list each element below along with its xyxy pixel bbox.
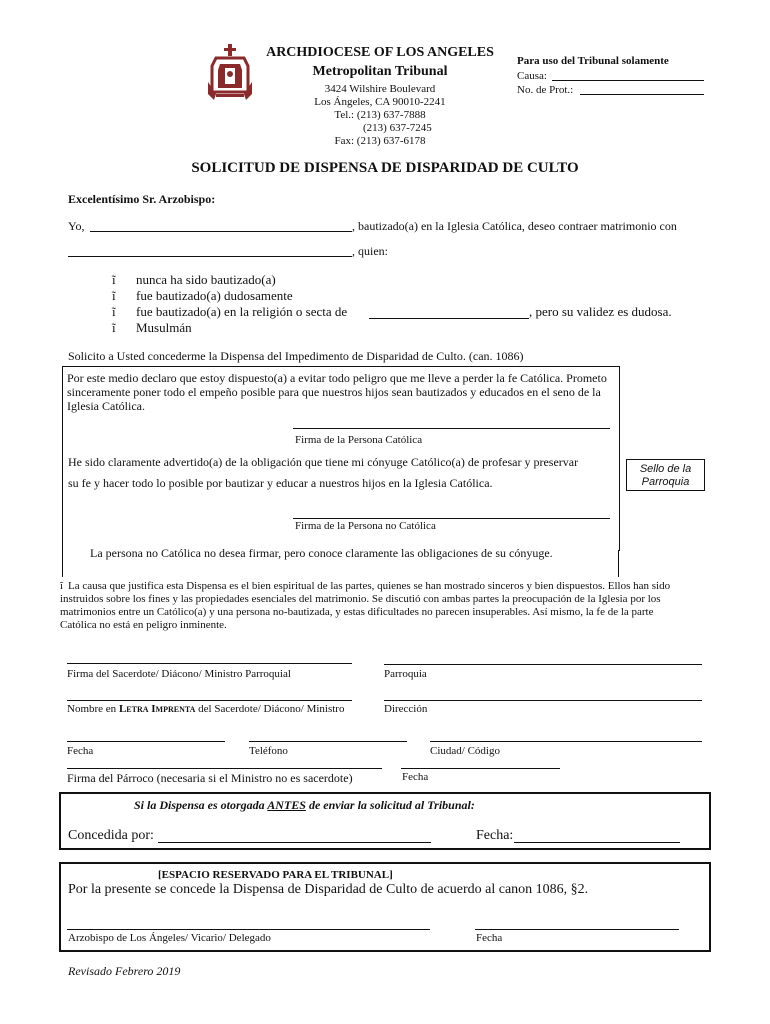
concedida-field[interactable] xyxy=(158,842,431,843)
option-label: fue bautizado(a) en la religión o secta de xyxy=(136,304,348,319)
seal-label-1: Sello de la xyxy=(639,463,692,475)
option-doubtful[interactable] xyxy=(112,288,293,304)
request-text: Solicito a Usted concederme la Dispensa del Impedimento de Disparidad de Culto. (can. 1086) xyxy=(68,349,524,363)
no-sign-statement: La persona no Católica no desea firmar, pero conoce claramente las obligaciones de su cónyuge. xyxy=(90,546,553,560)
option-label: Musulmán xyxy=(136,320,192,335)
parroco-fecha-label: Fecha xyxy=(402,771,429,783)
granted-heading-post: de enviar la solicitud al Tribunal: xyxy=(305,798,475,812)
reserved-fecha-label: Fecha xyxy=(476,932,503,944)
archdiocese-seal-icon xyxy=(208,44,256,100)
seal-label-2: Parroquia xyxy=(641,476,690,488)
fax: Fax: (213) 637-6178 xyxy=(334,135,426,147)
direccion-field[interactable] xyxy=(384,700,702,701)
arzobispo-signature-field[interactable] xyxy=(67,929,430,930)
address-line-2: Los Ángeles, CA 90010-2241 xyxy=(314,96,446,108)
concedida-label: Concedida por: xyxy=(68,828,154,843)
catholic-signature-label: Firma de la Persona Católica xyxy=(295,434,423,446)
noncatholic-declaration-text-1: He sido claramente advertido(a) de la obligación que tiene mi cónyuge Católico(a) de profesar y preservar xyxy=(68,455,579,469)
granted-fecha-field[interactable] xyxy=(514,842,680,843)
noncatholic-signature-label: Firma de la Persona no Católica xyxy=(295,520,436,532)
minister-signature-label: Firma del Sacerdote/ Diácono/ Ministro Parroquial xyxy=(67,668,291,680)
causa-label: Causa: xyxy=(517,70,547,82)
fecha-label: Fecha xyxy=(67,745,94,757)
name-suffix: del Sacerdote/ Diácono/ Ministro xyxy=(195,703,345,715)
prot-field[interactable] xyxy=(580,94,704,95)
checkbox-mark[interactable]: ĩ xyxy=(112,272,116,287)
checkbox-mark[interactable]: ĩ xyxy=(112,320,116,335)
parroquia-label: Parroquia xyxy=(384,668,427,680)
tribunal-name: Metropolitan Tribunal xyxy=(312,64,448,79)
checkbox-mark[interactable]: ĩ xyxy=(112,304,116,319)
direccion-label: Dirección xyxy=(384,703,428,715)
telefono-label: Teléfono xyxy=(249,745,288,757)
parish-seal-box xyxy=(626,459,705,491)
yo-label: Yo, xyxy=(68,219,85,233)
ciudad-label: Ciudad/ Código xyxy=(430,745,500,757)
option-other-religion[interactable] xyxy=(112,304,347,320)
phone-1: Tel.: (213) 637-7888 xyxy=(334,109,426,121)
prot-label: No. de Prot.: xyxy=(517,84,574,96)
reserved-heading: [ESPACIO RESERVADO PARA EL TRIBUNAL] xyxy=(158,869,393,881)
fecha-field[interactable] xyxy=(67,741,225,742)
telefono-field[interactable] xyxy=(249,741,407,742)
catholic-declaration-text: Por este medio declaro que estoy dispuesto(a) a evitar todo peligro que me lleve a perder la fe Católica. Prometo sinceramente poner todo el empeño posible para que nuestros hijos sean bautizados y educados en el seno de la Iglesia Católica. xyxy=(67,371,607,413)
declaration-box-bottom-left xyxy=(62,550,63,577)
parroco-signature-field[interactable] xyxy=(67,768,382,769)
ciudad-field[interactable] xyxy=(430,741,702,742)
cause-paragraph xyxy=(60,580,690,632)
minister-name-field[interactable] xyxy=(67,700,352,701)
spouse-name-field[interactable] xyxy=(68,256,352,257)
granted-heading xyxy=(134,798,475,813)
quien-text: , quien: xyxy=(352,244,388,258)
phone-2: (213) 637-7245 xyxy=(363,122,432,134)
reserved-text: Por la presente se concede la Dispensa de Disparidad de Culto de acuerdo al canon 1086, §2. xyxy=(68,882,589,897)
causa-field[interactable] xyxy=(552,80,704,81)
granted-fecha-label: Fecha: xyxy=(476,828,514,843)
checkbox-mark[interactable]: ĩ xyxy=(112,288,116,303)
option-muslim[interactable] xyxy=(112,320,192,336)
name-caps: Letra Imprenta xyxy=(118,703,196,715)
option-other-tail: , pero su validez es dudosa. xyxy=(529,304,672,319)
reserved-fecha-field[interactable] xyxy=(475,929,679,930)
name-prefix: Nombre en xyxy=(67,703,119,715)
declaration-box-bottom-right xyxy=(618,550,619,577)
address-line-1: 3424 Wilshire Boulevard xyxy=(324,83,436,95)
salutation: Excelentísimo Sr. Arzobispo: xyxy=(68,192,216,206)
option-never-baptized[interactable] xyxy=(112,272,276,288)
option-label: fue bautizado(a) dudosamente xyxy=(136,288,293,303)
granted-heading-ul: ANTES xyxy=(267,798,306,812)
religion-field[interactable] xyxy=(369,318,529,319)
minister-name-label xyxy=(67,703,344,715)
org-name: ARCHDIOCESE OF LOS ANGELES xyxy=(266,45,494,60)
parroco-fecha-field[interactable] xyxy=(401,768,560,769)
minister-signature-field[interactable] xyxy=(67,663,352,664)
option-label: nunca ha sido bautizado(a) xyxy=(136,272,276,287)
noncatholic-declaration-text-2: su fe y hacer todo lo posible por bautizar y educar a nuestros hijos en la Iglesia Católica. xyxy=(68,476,493,490)
baptized-text: , bautizado(a) en la Iglesia Católica, deseo contraer matrimonio con xyxy=(352,219,677,233)
catholic-signature-field[interactable] xyxy=(293,428,610,429)
parroco-signature-label: Firma del Párroco (necesaria si el Ministro no es sacerdote) xyxy=(67,771,353,785)
noncatholic-signature-field[interactable] xyxy=(293,518,610,519)
form-title: SOLICITUD DE DISPENSA DE DISPARIDAD DE CULTO xyxy=(191,160,579,176)
revision-note: Revisado Febrero 2019 xyxy=(68,964,181,978)
tribunal-use-title: Para uso del Tribunal solamente xyxy=(517,55,669,67)
arzobispo-label: Arzobispo de Los Ángeles/ Vicario/ Delegado xyxy=(68,932,271,944)
granted-heading-pre: Si la Dispensa es otorgada xyxy=(134,798,268,812)
parroquia-field[interactable] xyxy=(384,664,702,665)
cause-text: La causa que justifica esta Dispensa es el bien espiritual de las partes, quienes se han mostrado sinceros y bien dispuestos. Ellos han sido instruidos sobre los fines y las propiedades esenciales del matrimonio. Se discutió con ambas partes la preocupación de la Iglesia por los matrimonios entre un Católico(a) y una persona no-bautizada, y estas dificultades no parecen insuperables. Así mismo, la fe de la parte Católica no está en peligro inminente. xyxy=(60,580,671,631)
applicant-name-field[interactable] xyxy=(90,231,352,232)
cause-mark[interactable]: ĩ xyxy=(60,580,64,592)
